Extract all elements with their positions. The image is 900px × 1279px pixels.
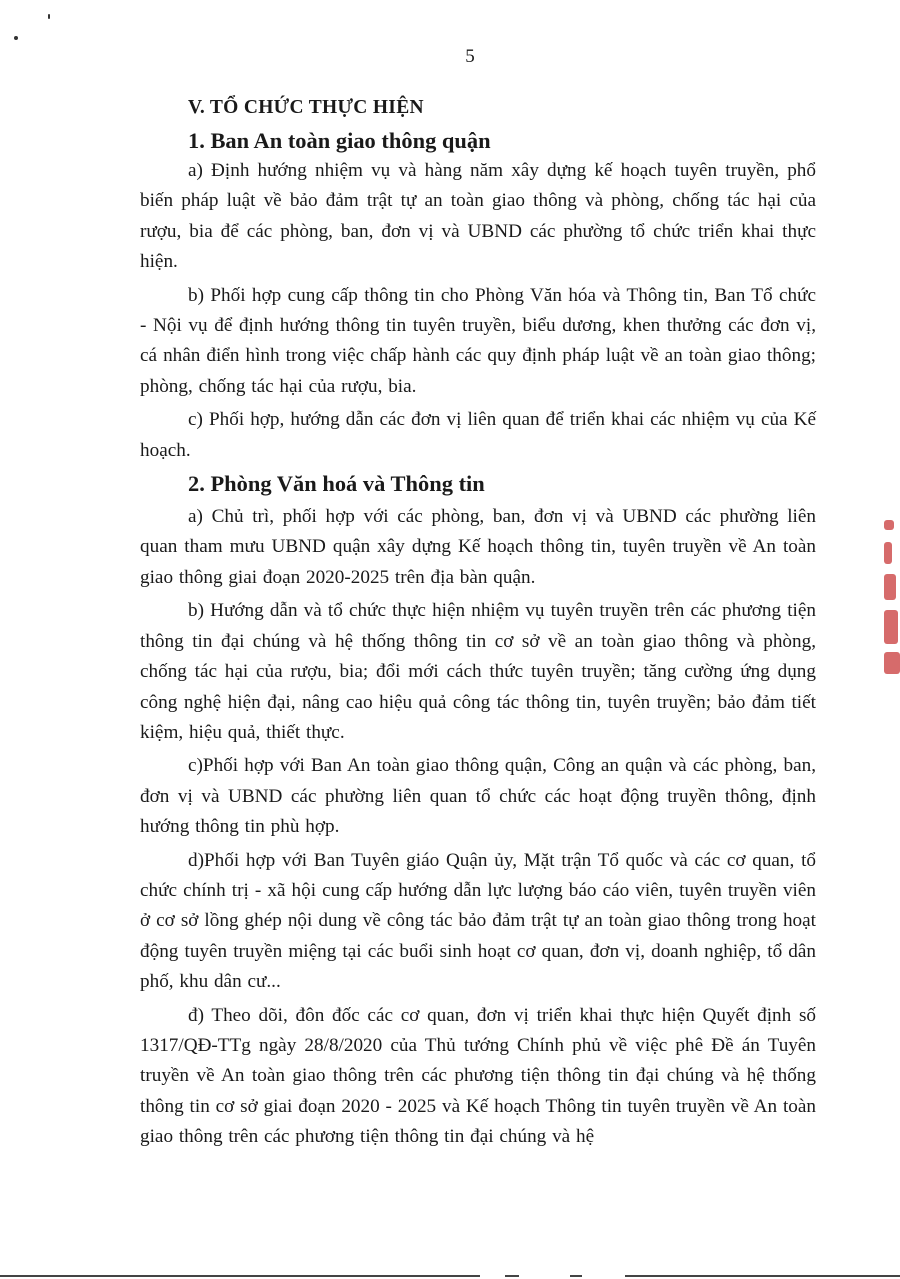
- paragraph: b) Phối hợp cung cấp thông tin cho Phòng Văn hóa và Thông tin, Ban Tổ chức - Nội vụ để định hướng thông tin tuyên truyền, biểu dương, khen thưởng các đơn vị, cá nhân điển hình trong việc chấp hành các quy định pháp luật về an toàn giao thông; phòng, chống tác hại của rượu, bia.: [140, 284, 816, 397]
- subsection-title-culture-information-office: 2. Phòng Văn hoá và Thông tin: [188, 471, 485, 497]
- scan-edge: [625, 1275, 900, 1277]
- paragraph: c) Phối hợp, hướng dẫn các đơn vị liên quan để triển khai các nhiệm vụ của Kế hoạch.: [140, 409, 816, 461]
- scan-edge: [505, 1275, 519, 1277]
- section-title: V. TỔ CHỨC THỰC HIỆN: [188, 97, 424, 118]
- paragraph: d)Phối hợp với Ban Tuyên giáo Quận ủy, Mặt trận Tổ quốc và các cơ quan, tổ chức chính trị - xã hội cung cấp hướng dẫn lực lượng báo cáo viên, tuyên truyền viên ở cơ sở lồng ghép nội dung về công tác bảo đảm trật tự an toàn giao thông trong hoạt động tuyên truyền miệng tại các buổi sinh hoạt cơ quan, đơn vị, doanh nghiệp, tổ dân phố, khu dân cư...: [140, 849, 816, 993]
- scan-speck: [14, 36, 18, 40]
- scan-edge: [0, 1275, 480, 1277]
- scan-speck: [48, 14, 50, 19]
- page-number: 5: [465, 46, 475, 67]
- subsection-title-traffic-safety-board: 1. Ban An toàn giao thông quận: [188, 128, 491, 153]
- scan-edge: [570, 1275, 582, 1277]
- document-body: [140, 90, 816, 1153]
- paragraph: a) Định hướng nhiệm vụ và hàng năm xây dựng kế hoạch tuyên truyền, phổ biến pháp luật về bảo đảm trật tự an toàn giao thông và phòng, chống tác hại của rượu, bia để các phòng, ban, đơn vị và UBND các phường tổ chức triển khai thực hiện.: [140, 160, 816, 273]
- seal-fragment: [878, 512, 900, 682]
- paragraph: c)Phối hợp với Ban An toàn giao thông quận, Công an quận và các phòng, ban, đơn vị và UBND các phường liên quan tổ chức các hoạt động truyền thông, định hướng thông tin phù hợp.: [140, 755, 816, 838]
- paragraph: b) Hướng dẫn và tổ chức thực hiện nhiệm vụ tuyên truyền trên các phương tiện thông tin đại chúng và hệ thống thông tin cơ sở về an toàn giao thông và phòng, chống tác hại của rượu, bia; đổi mới cách thức tuyên truyền; tăng cường ứng dụng công nghệ hiện đại, nâng cao hiệu quả công tác thông tin, tuyên truyền; bảo đảm tiết kiệm, hiệu quả, thiết thực.: [140, 600, 816, 743]
- paragraph: a) Chủ trì, phối hợp với các phòng, ban, đơn vị và UBND các phường liên quan tham mưu UBND quận xây dựng Kế hoạch thông tin, tuyên truyền về An toàn giao thông giai đoạn 2020-2025 trên địa bàn quận.: [140, 506, 816, 588]
- paragraph: đ) Theo dõi, đôn đốc các cơ quan, đơn vị triển khai thực hiện Quyết định số 1317/QĐ-TTg ngày 28/8/2020 của Thủ tướng Chính phủ về việc phê Đề án Tuyên truyền về An toàn giao thông trên các phương tiện thông tin đại chúng và hệ thống thông tin cơ sở giai đoạn 2020 - 2025 và Kế hoạch Thông tin tuyên truyền về An toàn giao thông trên các phương tiện thông tin đại chúng và hệ: [140, 1004, 816, 1148]
